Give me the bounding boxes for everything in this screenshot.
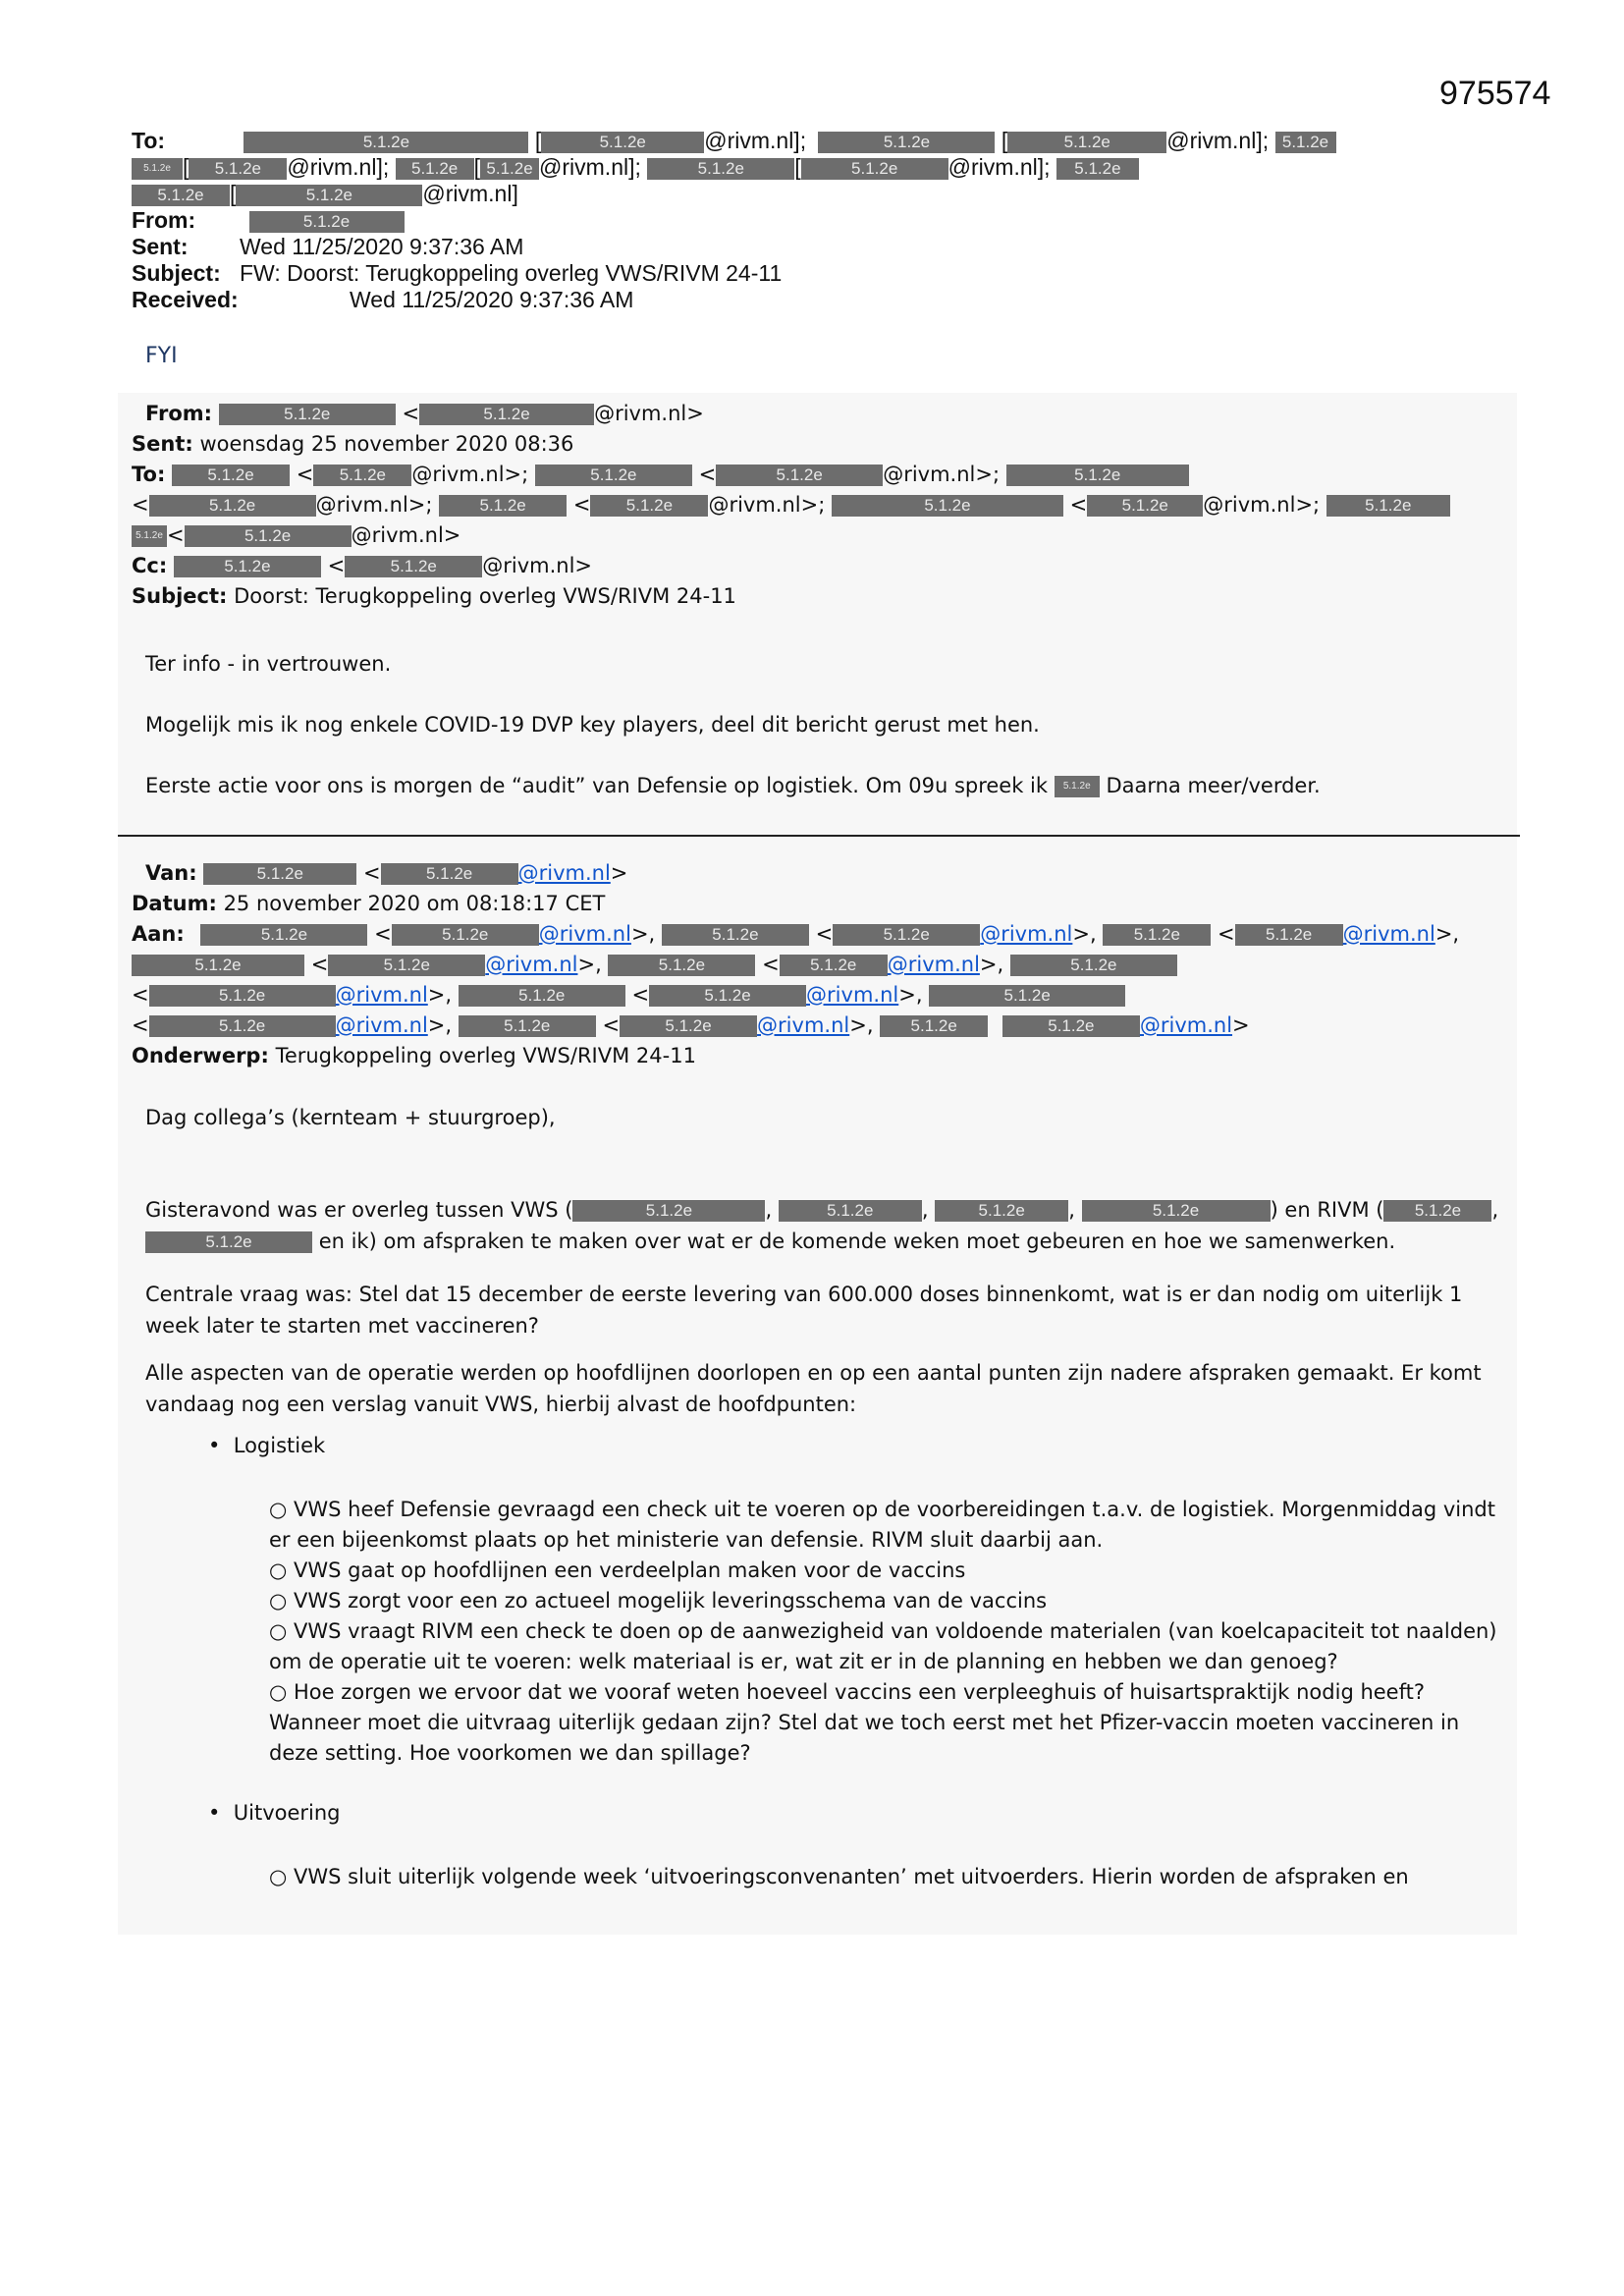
fw1-subject-label: Subject: xyxy=(132,584,228,608)
comma: , xyxy=(1491,1198,1499,1222)
redaction: 5.1.2e xyxy=(1087,495,1203,517)
redaction: 5.1.2e xyxy=(620,1015,757,1037)
redaction: 5.1.2e xyxy=(396,158,474,180)
angle-bracket: < xyxy=(327,554,346,577)
comma: , xyxy=(921,1198,929,1222)
fw1-cc-line xyxy=(132,551,1506,581)
redaction: 5.1.2e xyxy=(647,158,794,180)
redaction: 5.1.2e xyxy=(345,556,482,577)
redaction: 5.1.2e xyxy=(1056,158,1139,180)
redaction: 5.1.2e xyxy=(132,525,167,547)
address-suffix: @rivm.nl]; xyxy=(947,154,1051,180)
fw1-body-p1: Ter info - in vertrouwen. xyxy=(145,652,392,676)
bracket: [ xyxy=(1001,128,1008,153)
subject-line xyxy=(132,260,1379,287)
address-suffix: @rivm.nl>; xyxy=(411,463,529,486)
redaction: 5.1.2e xyxy=(608,955,755,976)
sub-item xyxy=(269,1677,1501,1708)
redaction: 5.1.2e xyxy=(419,404,594,425)
redaction: 5.1.2e xyxy=(480,158,539,180)
fw1-body-p3 xyxy=(145,770,1490,801)
email-link[interactable]: @rivm.nl xyxy=(757,1013,850,1037)
email-link[interactable]: @rivm.nl xyxy=(806,983,899,1007)
redaction: 5.1.2e xyxy=(541,132,704,153)
email-link[interactable]: @rivm.nl xyxy=(980,922,1073,946)
sub-item-text: VWS vraagt RIVM een check te doen op de aanwezigheid van voldoende materialen (van koelcapaciteit tot naalden) xyxy=(294,1619,1497,1643)
fw2-aan-line-2 xyxy=(132,950,1506,980)
logistiek-subitems xyxy=(269,1495,1501,1769)
fw2-aan-label: Aan: xyxy=(132,922,185,946)
subject-value: FW: Doorst: Terugkoppeling overleg VWS/RIVM 24-11 xyxy=(240,260,783,286)
received-value: Wed 11/25/2020 9:37:36 AM xyxy=(350,287,634,312)
angle-close: >, xyxy=(630,922,656,946)
redaction: 5.1.2e xyxy=(1275,132,1336,153)
redaction: 5.1.2e xyxy=(1002,1015,1140,1037)
bracket: [ xyxy=(230,181,237,206)
redaction: 5.1.2e xyxy=(132,185,230,206)
section-divider xyxy=(118,835,1520,837)
subject-label: Subject: xyxy=(132,260,221,286)
circle-bullet-icon: ○ xyxy=(269,1558,288,1582)
address-suffix: @rivm.nl]; xyxy=(287,154,390,180)
sub-item-text: VWS heef Defensie gevraagd een check uit te voeren op de voorbereidingen t.a.v. de logistiek. Morgenmiddag vindt xyxy=(294,1498,1495,1521)
bullet-dot: • xyxy=(208,1434,221,1457)
sub-item xyxy=(269,1556,1501,1586)
bracket: [ xyxy=(183,154,189,180)
redaction: 5.1.2e xyxy=(935,1200,1068,1222)
redaction: 5.1.2e xyxy=(236,185,422,206)
angle-bracket: < xyxy=(762,953,780,976)
redaction: 5.1.2e xyxy=(1326,495,1450,517)
redaction: 5.1.2e xyxy=(572,1200,765,1222)
redaction: 5.1.2e xyxy=(818,132,995,153)
angle-bracket: < xyxy=(132,1013,149,1037)
redaction: 5.1.2e xyxy=(244,132,528,153)
fw1-cc-label: Cc: xyxy=(132,554,168,577)
angle-bracket: < xyxy=(1218,922,1235,946)
forward-header-1 xyxy=(132,399,1506,612)
angle-bracket: < xyxy=(310,953,329,976)
angle-bracket: < xyxy=(815,922,834,946)
angle-close: >, xyxy=(849,1013,874,1037)
redaction: 5.1.2e xyxy=(219,404,396,425)
sub-item-text: om de operatie uit te voeren: welk materiaal is er, wat zit er in de planning en hebben we dan genoeg? xyxy=(269,1650,1338,1673)
angle-bracket: < xyxy=(402,402,420,425)
angle-close: >, xyxy=(427,983,453,1007)
redaction: 5.1.2e xyxy=(1007,132,1166,153)
fw2-datum-label: Datum: xyxy=(132,892,217,915)
p3-line-2: vandaag nog een verslag vanuit VWS, hierbij alvast de hoofdpunten: xyxy=(145,1393,857,1416)
redaction: 5.1.2e xyxy=(459,1015,596,1037)
angle-close: >, xyxy=(427,1013,453,1037)
redaction: 5.1.2e xyxy=(880,1015,988,1037)
p1-text-a: Gisteravond was er overleg tussen VWS ( xyxy=(145,1198,573,1222)
sub-item xyxy=(269,1495,1501,1525)
redaction: 5.1.2e xyxy=(172,465,290,486)
fw1-subject-line xyxy=(132,581,1506,612)
fw2-onderwerp-line xyxy=(132,1041,1506,1071)
redaction: 5.1.2e xyxy=(779,1200,922,1222)
redaction: 5.1.2e xyxy=(132,955,304,976)
fw1-from-label: From: xyxy=(145,402,213,425)
redaction: 5.1.2e xyxy=(189,158,287,180)
angle-close: > xyxy=(610,861,628,885)
circle-bullet-icon: ○ xyxy=(269,1589,288,1613)
fw1-body-p3-text: Eerste actie voor ons is morgen de “audit” van Defensie op logistiek. Om 09u spreek ik xyxy=(145,774,1049,797)
fw1-body-p3-tail: Daarna meer/verder. xyxy=(1106,774,1321,797)
redaction: 5.1.2e xyxy=(459,985,625,1007)
redaction: 5.1.2e xyxy=(439,495,567,517)
body-paragraph-2 xyxy=(145,1279,1490,1341)
email-link[interactable]: @rivm.nl xyxy=(517,861,611,885)
to-line-3 xyxy=(132,181,1379,207)
email-link[interactable]: @rivm.nl xyxy=(887,953,980,976)
address-suffix: @rivm.nl> xyxy=(482,554,593,577)
redaction: 5.1.2e xyxy=(1383,1200,1491,1222)
address-suffix: @rivm.nl]; xyxy=(1166,128,1270,153)
address-suffix: @rivm.nl> xyxy=(351,523,461,547)
bullet-dot: • xyxy=(208,1801,221,1825)
redaction: 5.1.2e xyxy=(249,211,405,233)
address-suffix: @rivm.nl>; xyxy=(708,493,826,517)
outer-email-header xyxy=(132,128,1379,313)
angle-close: >, xyxy=(1435,922,1460,946)
sub-item xyxy=(269,1586,1501,1616)
redaction: 5.1.2e xyxy=(929,985,1125,1007)
received-label: Received: xyxy=(132,287,239,312)
bullet-label: Uitvoering xyxy=(233,1801,341,1825)
uitvoering-subitems xyxy=(269,1862,1501,1892)
circle-bullet-icon: ○ xyxy=(269,1680,288,1704)
circle-bullet-icon: ○ xyxy=(269,1865,288,1888)
bullet-label: Logistiek xyxy=(233,1434,326,1457)
greeting: Dag collega’s (kernteam + stuurgroep), xyxy=(145,1106,556,1129)
fw2-datum-line xyxy=(132,889,1506,919)
email-link[interactable]: @rivm.nl xyxy=(1342,922,1435,946)
fw2-van-label: Van: xyxy=(145,861,197,885)
address-suffix: @rivm.nl>; xyxy=(883,463,1001,486)
angle-bracket: < xyxy=(572,493,591,517)
sub-item-text: VWS zorgt voor een zo actueel mogelijk leveringsschema van de vaccins xyxy=(294,1589,1048,1613)
sub-item-text: VWS sluit uiterlijk volgende week ‘uitvoeringsconvenanten’ met uitvoerders. Hierin worden de afspraken en xyxy=(294,1865,1409,1888)
redaction: 5.1.2e xyxy=(381,863,518,885)
body-paragraph-3 xyxy=(145,1357,1490,1420)
sub-item-text: deze setting. Hoe voorkomen we dan spillage? xyxy=(269,1741,751,1765)
fw1-to-label: To: xyxy=(132,463,166,486)
redaction: 5.1.2e xyxy=(649,985,806,1007)
bullet-logistiek xyxy=(208,1434,325,1457)
redaction: 5.1.2e xyxy=(662,924,809,946)
angle-bracket: < xyxy=(631,983,650,1007)
from-label: From: xyxy=(132,207,196,233)
to-line-2 xyxy=(132,154,1379,181)
fw1-to-line-3 xyxy=(132,520,1506,551)
address-suffix: @rivm.nl]; xyxy=(539,154,641,180)
angle-bracket: < xyxy=(602,1013,621,1037)
redaction: 5.1.2e xyxy=(313,465,411,486)
angle-bracket: < xyxy=(1069,493,1088,517)
sub-item xyxy=(269,1616,1501,1647)
fw1-sent-label: Sent: xyxy=(132,432,193,456)
fw1-to-line-2 xyxy=(132,490,1506,520)
p1-text-c: en ik) om afspraken te maken over wat er de komende weken moet gebeuren en hoe we samenwerken. xyxy=(318,1230,1396,1253)
address-suffix: @rivm.nl>; xyxy=(1203,493,1321,517)
redaction: 5.1.2e xyxy=(1235,924,1343,946)
redaction: 5.1.2e xyxy=(832,495,1063,517)
email-link[interactable]: @rivm.nl xyxy=(485,953,578,976)
address-suffix: @rivm.nl]; xyxy=(704,128,807,153)
sent-label: Sent: xyxy=(132,234,189,259)
sub-item xyxy=(269,1862,1501,1892)
angle-bracket: < xyxy=(363,861,381,885)
fw1-sent-line xyxy=(132,429,1506,460)
fw1-subject-value: Doorst: Terugkoppeling overleg VWS/RIVM 24-11 xyxy=(234,584,736,608)
to-label: To: xyxy=(132,128,166,153)
redaction: 5.1.2e xyxy=(200,924,367,946)
fw2-datum-value: 25 november 2020 om 08:18:17 CET xyxy=(223,892,606,915)
redaction: 5.1.2e xyxy=(392,924,539,946)
fw2-aan-line-1 xyxy=(132,919,1506,950)
email-link[interactable]: @rivm.nl xyxy=(335,1013,428,1037)
redaction: 5.1.2e xyxy=(1055,776,1100,797)
redaction: 5.1.2e xyxy=(145,1231,312,1253)
angle-close: >, xyxy=(1072,922,1097,946)
redaction: 5.1.2e xyxy=(149,1015,336,1037)
angle-close: >, xyxy=(979,953,1004,976)
redaction: 5.1.2e xyxy=(590,495,708,517)
redaction: 5.1.2e xyxy=(328,955,485,976)
redaction: 5.1.2e xyxy=(185,525,352,547)
fw2-van-line xyxy=(132,858,1506,889)
address-suffix: @rivm.nl>; xyxy=(315,493,433,517)
from-line xyxy=(132,207,1379,234)
bracket: [ xyxy=(473,154,481,180)
angle-close: >, xyxy=(577,953,602,976)
redaction: 5.1.2e xyxy=(132,158,183,180)
redaction: 5.1.2e xyxy=(801,158,948,180)
sent-line xyxy=(132,234,1379,260)
comma: , xyxy=(1068,1198,1075,1222)
sub-item-text: er een bijeenkomst plaats op het ministerie van defensie. RIVM sluit daarbij aan. xyxy=(269,1528,1104,1552)
redaction: 5.1.2e xyxy=(1082,1200,1271,1222)
received-line xyxy=(132,287,1379,313)
circle-bullet-icon: ○ xyxy=(269,1498,288,1521)
redaction: 5.1.2e xyxy=(149,985,336,1007)
sent-value: Wed 11/25/2020 9:37:36 AM xyxy=(240,234,524,259)
address-suffix: @rivm.nl] xyxy=(422,181,518,206)
email-link[interactable]: @rivm.nl xyxy=(335,983,428,1007)
angle-close: >, xyxy=(898,983,923,1007)
angle-bracket: < xyxy=(167,523,185,547)
fw1-from-line xyxy=(132,399,1506,429)
fw2-aan-line-3 xyxy=(132,980,1506,1011)
redaction: 5.1.2e xyxy=(174,556,321,577)
angle-bracket: < xyxy=(132,493,149,517)
angle-close: > xyxy=(1232,1013,1250,1037)
bracket: [ xyxy=(794,154,801,180)
p1-text-b: ) en RIVM ( xyxy=(1270,1198,1384,1222)
email-link[interactable]: @rivm.nl xyxy=(538,922,631,946)
bullet-uitvoering xyxy=(208,1801,341,1825)
redaction: 5.1.2e xyxy=(1006,465,1189,486)
body-paragraph-1 xyxy=(145,1194,1499,1257)
p2-line-2: week later te starten met vaccineren? xyxy=(145,1314,539,1338)
sub-item-text: VWS gaat op hoofdlijnen een verdeelplan maken voor de vaccins xyxy=(294,1558,966,1582)
bracket: [ xyxy=(534,128,542,153)
p2-line-1: Centrale vraag was: Stel dat 15 december de eerste levering van 600.000 doses binnenkomt, wat is er dan nodig om uiterlijk 1 xyxy=(145,1283,1463,1306)
comma: , xyxy=(765,1198,773,1222)
fw2-aan-line-4 xyxy=(132,1011,1506,1041)
redaction: 5.1.2e xyxy=(149,495,316,517)
angle-bracket: < xyxy=(374,922,392,946)
address-suffix: @rivm.nl> xyxy=(594,402,704,425)
forward-header-2 xyxy=(132,858,1506,1071)
fw2-onderwerp-value: Terugkoppeling overleg VWS/RIVM 24-11 xyxy=(275,1044,696,1067)
angle-bracket: < xyxy=(296,463,314,486)
to-line-1 xyxy=(132,128,1379,154)
email-link[interactable]: @rivm.nl xyxy=(1139,1013,1233,1037)
redaction: 5.1.2e xyxy=(1103,924,1211,946)
angle-bracket: < xyxy=(698,463,717,486)
fw2-onderwerp-label: Onderwerp: xyxy=(132,1044,269,1067)
redaction: 5.1.2e xyxy=(203,863,356,885)
redaction: 5.1.2e xyxy=(780,955,888,976)
circle-bullet-icon: ○ xyxy=(269,1619,288,1643)
p3-line-1: Alle aspecten van de operatie werden op hoofdlijnen doorlopen en op een aantal punten zijn nadere afspraken gemaakt. Er komt xyxy=(145,1361,1482,1385)
angle-bracket: < xyxy=(132,983,149,1007)
redaction: 5.1.2e xyxy=(535,465,692,486)
fw1-body-p2: Mogelijk mis ik nog enkele COVID-19 DVP key players, deel dit bericht gerust met hen. xyxy=(145,713,1040,737)
sub-item-text: Hoe zorgen we ervoor dat we vooraf weten hoeveel vaccins een verpleeghuis of huisartspraktijk nodig heeft? xyxy=(294,1680,1426,1704)
sub-item-text: Wanneer moet die uitvraag uiterlijk gedaan zijn? Stel dat we toch eerst met het Pfizer-vaccin moeten vaccineren in xyxy=(269,1711,1460,1734)
redaction: 5.1.2e xyxy=(1010,955,1177,976)
document-id: 975574 xyxy=(1439,75,1551,112)
redaction: 5.1.2e xyxy=(716,465,883,486)
fw1-sent-value: woensdag 25 november 2020 08:36 xyxy=(199,432,574,456)
fyi-note: FYI xyxy=(145,344,178,368)
fw1-to-line-1 xyxy=(132,460,1506,490)
redaction: 5.1.2e xyxy=(833,924,980,946)
